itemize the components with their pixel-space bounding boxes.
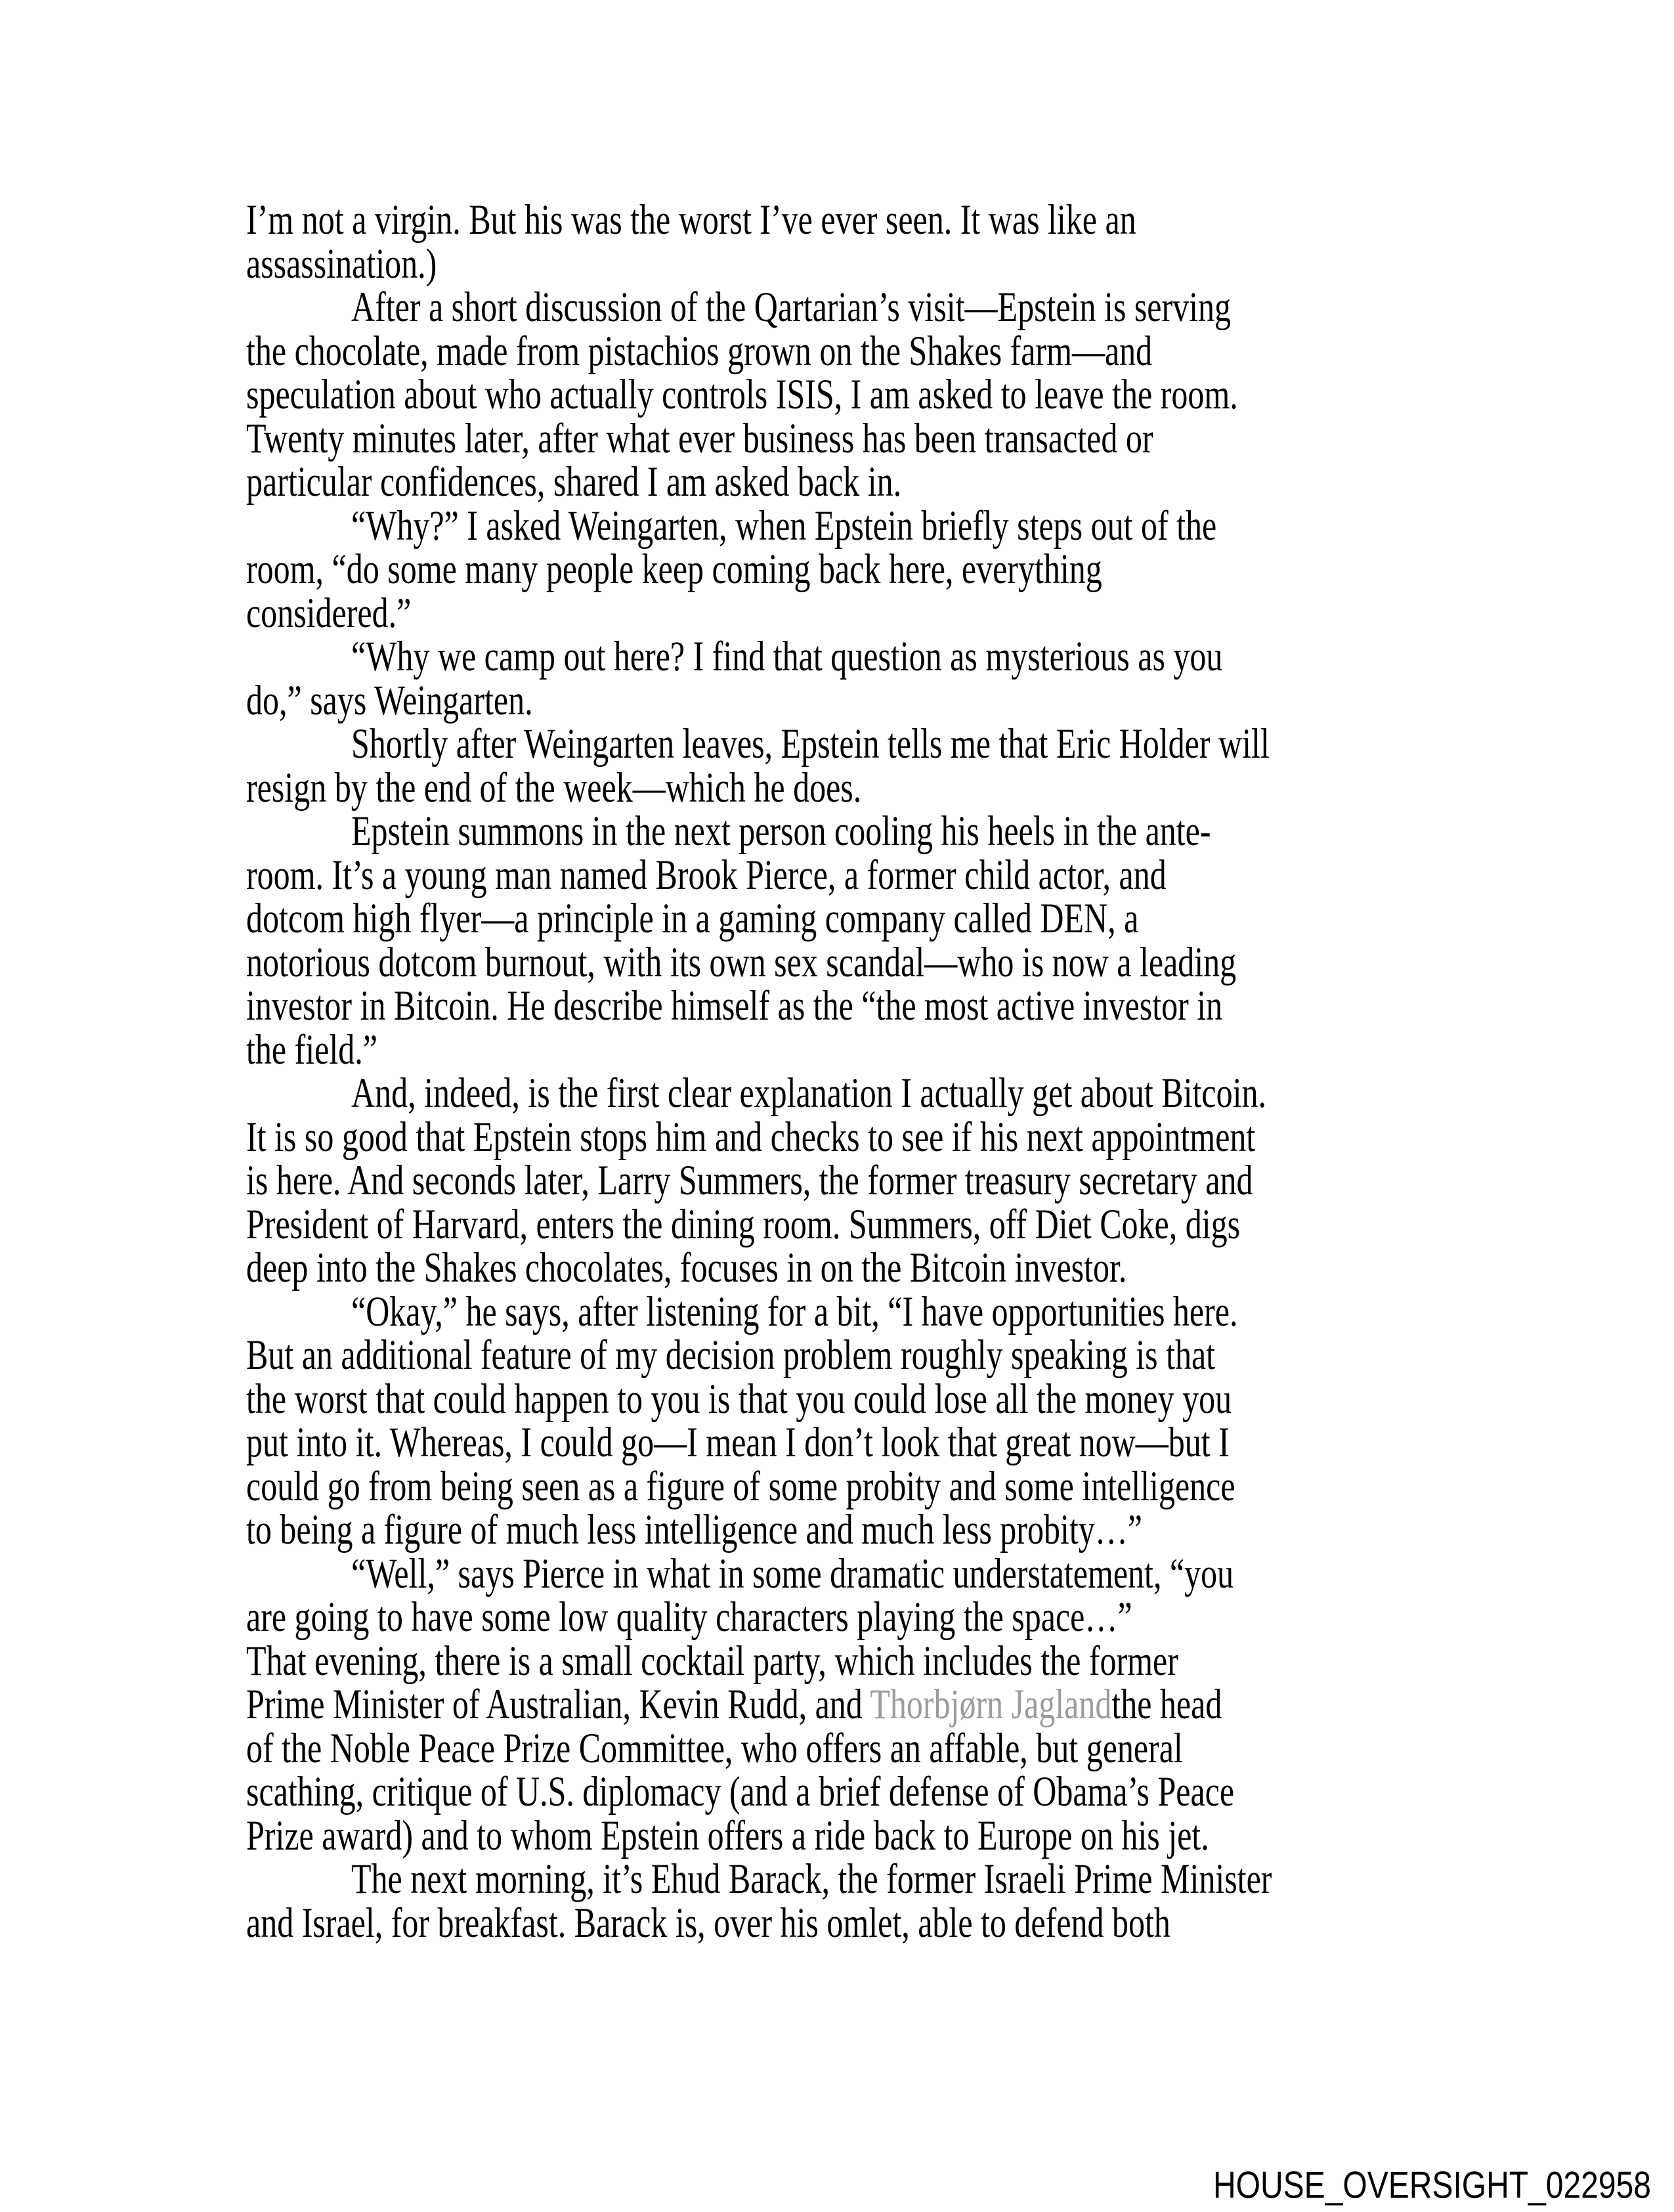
text-segment: assassination.) <box>246 239 437 287</box>
document-text-block <box>246 191 1451 1946</box>
text-segment: considered.” <box>246 588 412 636</box>
text-segment: and Israel, for breakfast. Barack is, over his omlet, able to defend both <box>246 1898 1170 1946</box>
text-line <box>246 1894 1451 1951</box>
text-segment: President of Harvard, enters the dining room. Summers, off Diet Coke, digs <box>246 1200 1241 1247</box>
text-segment: And, indeed, is the first clear explanation I actually get about Bitcoin. <box>351 1068 1267 1117</box>
text-segment: “Okay,” he says, after listening for a bit, “I have opportunities here. <box>351 1287 1238 1335</box>
bates-number: HOUSE_OVERSIGHT_022958 <box>1213 2165 1651 2207</box>
text-segment: That evening, there is a small cocktail party, which includes the former <box>246 1636 1178 1684</box>
text-segment: I’m not a virgin. But his was the worst I’ve ever seen. It was like an <box>246 195 1136 244</box>
text-segment: Twenty minutes later, after what ever business has been transacted or <box>246 414 1153 462</box>
text-segment: Prime Minister of Australian, Kevin Rudd, and <box>246 1680 870 1728</box>
muted-name-text: Thorbjørn Jagland <box>870 1680 1112 1728</box>
text-segment: Epstein summons in the next person cooling his heels in the ante- <box>351 806 1211 855</box>
text-segment: scathing, critique of U.S. diplomacy (and a brief defense of Obama’s Peace <box>246 1767 1235 1815</box>
text-segment: The next morning, it’s Ehud Barack, the former Israeli Prime Minister <box>351 1854 1272 1903</box>
text-segment: dotcom high flyer—a principle in a gaming company called DEN, a <box>246 894 1139 942</box>
text-segment: room. It’s a young man named Brook Pierce, a former child actor, and <box>246 850 1167 898</box>
text-segment: put into it. Whereas, I could go—I mean I don’t look that great now—but I <box>246 1418 1230 1466</box>
text-segment: “Well,” says Pierce in what in some dramatic understatement, “you <box>351 1549 1234 1597</box>
text-segment: is here. And seconds later, Larry Summers, the former treasury secretary and <box>246 1156 1253 1204</box>
text-segment: the head <box>1111 1680 1222 1728</box>
text-segment: “Why we camp out here? I find that question as mysterious as you <box>351 632 1223 680</box>
text-segment: do,” says Weingarten. <box>246 676 533 724</box>
text-segment: could go from being seen as a figure of some probity and some intelligence <box>246 1462 1235 1509</box>
text-segment: the field.” <box>246 1025 377 1073</box>
text-segment: to being a figure of much less intelligence and much less probity…” <box>246 1505 1142 1553</box>
text-segment: Shortly after Weingarten leaves, Epstein tells me that Eric Holder will <box>351 719 1270 768</box>
text-segment: But an additional feature of my decision problem roughly speaking is that <box>246 1330 1216 1379</box>
text-segment: After a short discussion of the Qartarian’s visit—Epstein is serving <box>351 282 1232 331</box>
text-segment: are going to have some low quality characters playing the space…” <box>246 1592 1132 1641</box>
text-segment: room, “do some many people keep coming back here, everything <box>246 544 1102 593</box>
text-segment: “Why?” I asked Weingarten, when Epstein briefly steps out of the <box>351 501 1217 549</box>
text-segment: Prize award) and to whom Epstein offers a ride back to Europe on his jet. <box>246 1811 1209 1859</box>
text-segment: notorious dotcom burnout, with its own sex scandal—who is now a leading <box>246 938 1237 986</box>
text-segment: the worst that could happen to you is that you could lose all the money you <box>246 1374 1232 1422</box>
text-segment: particular confidences, shared I am asked back in. <box>246 457 902 506</box>
text-segment: of the Noble Peace Prize Committee, who offers an affable, but general <box>246 1724 1183 1771</box>
text-segment: speculation about who actually controls ISIS, I am asked to leave the room. <box>246 370 1238 418</box>
text-segment: deep into the Shakes chocolates, focuses in on the Bitcoin investor. <box>246 1243 1127 1291</box>
text-segment: the chocolate, made from pistachios grown on the Shakes farm—and <box>246 326 1153 374</box>
text-segment: investor in Bitcoin. He describe himself as the “the most active investor in <box>246 981 1223 1030</box>
text-segment: It is so good that Epstein stops him and checks to see if his next appointment <box>246 1112 1256 1160</box>
text-segment: resign by the end of the week—which he does. <box>246 763 862 811</box>
